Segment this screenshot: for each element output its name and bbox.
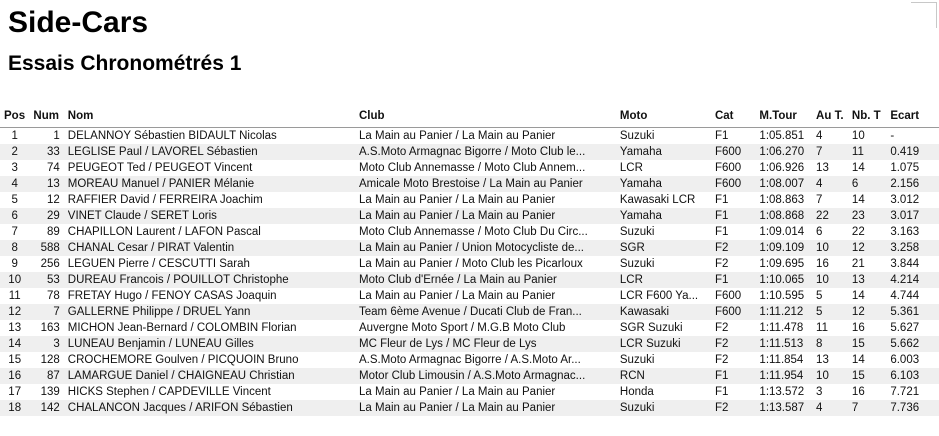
cell-num: 256 bbox=[40, 258, 60, 270]
cell-aut: 13 bbox=[816, 162, 829, 174]
cell-nbt: 14 bbox=[851, 354, 865, 366]
cell-aut: 10 bbox=[812, 368, 848, 384]
cell-moto: LCR Suzuki bbox=[616, 336, 711, 352]
column-header-nbt: Nb. T bbox=[848, 110, 886, 128]
table-row bbox=[0, 256, 939, 272]
table-header-row bbox=[0, 110, 939, 128]
cell-moto: LCR F600 Ya... bbox=[619, 290, 699, 302]
cell-club: A.S.Moto Armagnac Bigorre / A.S.Moto Ar... bbox=[359, 354, 581, 366]
cell-aut: 22 bbox=[812, 208, 848, 224]
cell-pos: 2 bbox=[0, 144, 29, 160]
cell-aut: 10 bbox=[812, 272, 848, 288]
cell-nom: CHANAL Cesar / PIRAT Valentin bbox=[64, 240, 355, 256]
cell-ecart: 2.156 bbox=[886, 176, 939, 192]
cell-cat: F2 bbox=[711, 336, 755, 352]
cell-aut: 5 bbox=[812, 304, 848, 320]
cell-tour: 1:09.109 bbox=[755, 240, 812, 256]
column-header-mtour: M.Tour bbox=[755, 110, 812, 128]
cell-nom: LAMARGUE Daniel / CHAIGNEAU Christian bbox=[64, 368, 355, 384]
cell-tour: 1:11.513 bbox=[755, 336, 812, 352]
cell-num: 588 bbox=[29, 240, 63, 256]
cell-num: 33 bbox=[29, 144, 63, 160]
table-row bbox=[0, 304, 939, 320]
cell-ecart: 5.662 bbox=[886, 336, 939, 352]
cell-num: 12 bbox=[46, 194, 60, 206]
cell-nom: CROCHEMORE Goulven / PICQUOIN Bruno bbox=[67, 354, 299, 366]
cell-moto: LCR bbox=[619, 162, 643, 174]
cell-num: 163 bbox=[40, 322, 60, 334]
cell-pos: 16 bbox=[0, 368, 29, 384]
cell-aut: 3 bbox=[816, 386, 823, 398]
cell-cat: F600 bbox=[714, 290, 742, 302]
cell-nbt: 15 bbox=[848, 368, 886, 384]
cell-nom: FRETAY Hugo / FENOY CASAS Joaquin bbox=[67, 290, 277, 302]
cell-num: 1 bbox=[53, 130, 60, 142]
cell-num: 142 bbox=[29, 400, 63, 416]
cell-moto: RCN bbox=[616, 368, 711, 384]
cell-cat: F600 bbox=[711, 144, 755, 160]
cell-club: La Main au Panier / Moto Club les Picarloux bbox=[359, 258, 583, 270]
cell-cat: F1 bbox=[714, 226, 729, 238]
table-row bbox=[0, 320, 939, 336]
cell-nbt: 14 bbox=[851, 194, 865, 206]
cell-aut: 5 bbox=[816, 290, 823, 302]
cell-cat: F1 bbox=[711, 272, 755, 288]
cell-moto: Kawasaki LCR bbox=[619, 194, 696, 206]
cell-moto: SGR bbox=[616, 240, 711, 256]
cell-club: La Main au Panier / La Main au Panier bbox=[359, 130, 556, 142]
table-row bbox=[0, 272, 939, 288]
cell-club: Moto Club Annemasse / Moto Club Du Circ... bbox=[359, 226, 588, 238]
cell-club: La Main au Panier / La Main au Panier bbox=[355, 208, 616, 224]
cell-num: 139 bbox=[40, 386, 60, 398]
table-row bbox=[0, 336, 939, 352]
cell-num: 89 bbox=[46, 226, 60, 238]
cell-cat: F2 bbox=[711, 400, 755, 416]
table-row bbox=[0, 352, 939, 368]
cell-club: Moto Club d'Ernée / La Main au Panier bbox=[355, 272, 616, 288]
column-header-aut: Au T. bbox=[812, 110, 848, 128]
cell-moto: Yamaha bbox=[616, 176, 711, 192]
cell-tour: 1:05.851 bbox=[759, 130, 805, 142]
cell-tour: 1:08.868 bbox=[755, 208, 812, 224]
cell-nom: LEGUEN Pierre / CESCUTTI Sarah bbox=[67, 258, 250, 270]
cell-aut: 4 bbox=[812, 176, 848, 192]
cell-club: A.S.Moto Armagnac Bigorre / Moto Club le... bbox=[355, 144, 616, 160]
cell-pos: 15 bbox=[8, 354, 22, 366]
cell-nom: RAFFIER David / FERREIRA Joachim bbox=[67, 194, 263, 206]
cell-tour: 1:11.854 bbox=[759, 354, 804, 366]
cell-num: 13 bbox=[29, 176, 63, 192]
table-row bbox=[0, 208, 939, 224]
cell-pos: 11 bbox=[8, 290, 21, 302]
cell-ecart: 4.744 bbox=[890, 290, 920, 302]
cell-ecart: 1.075 bbox=[890, 162, 920, 174]
cell-cat: F1 bbox=[714, 194, 729, 206]
cell-pos: 7 bbox=[11, 226, 18, 238]
cell-moto: Yamaha bbox=[616, 208, 711, 224]
cell-club: Motor Club Limousin / A.S.Moto Armagnac... bbox=[355, 368, 616, 384]
cell-nbt: 6 bbox=[848, 176, 886, 192]
cell-cat: F2 bbox=[714, 322, 729, 334]
cell-pos: 18 bbox=[0, 400, 29, 416]
cell-ecart: 3.163 bbox=[890, 226, 920, 238]
cell-nom: LEGLISE Paul / LAVOREL Sébastien bbox=[64, 144, 355, 160]
table-row bbox=[0, 400, 939, 416]
cell-moto: Suzuki bbox=[619, 130, 655, 142]
cell-nom: DELANNOY Sébastien BIDAULT Nicolas bbox=[67, 130, 277, 142]
cell-cat: F2 bbox=[714, 354, 729, 366]
cell-nom: CHALANCON Jacques / ARIFON Sébastien bbox=[64, 400, 355, 416]
cell-ecart: 3.012 bbox=[890, 194, 920, 206]
page-subtitle: Essais Chronométrés 1 bbox=[8, 52, 242, 75]
cell-moto: Suzuki bbox=[619, 226, 655, 238]
cell-nbt: 13 bbox=[848, 272, 886, 288]
cell-nbt: 12 bbox=[848, 240, 886, 256]
cell-nbt: 23 bbox=[848, 208, 886, 224]
cell-cat: F1 bbox=[714, 386, 729, 398]
cell-moto: Suzuki bbox=[619, 258, 655, 270]
cell-nbt: 12 bbox=[848, 304, 886, 320]
cell-aut: 7 bbox=[812, 144, 848, 160]
cell-pos: 17 bbox=[8, 386, 22, 398]
cell-moto: Suzuki bbox=[616, 400, 711, 416]
cell-tour: 1:09.014 bbox=[759, 226, 805, 238]
cell-ecart: - bbox=[890, 130, 895, 142]
table-header bbox=[0, 110, 939, 128]
cell-ecart: 6.003 bbox=[890, 354, 920, 366]
cell-num: 7 bbox=[29, 304, 63, 320]
table-row bbox=[0, 240, 939, 256]
cell-aut: 6 bbox=[816, 226, 823, 238]
cell-nbt: 11 bbox=[848, 144, 886, 160]
cell-tour: 1:13.587 bbox=[755, 400, 812, 416]
cell-ecart: 4.214 bbox=[886, 272, 939, 288]
cell-cat: F2 bbox=[711, 240, 755, 256]
cell-nom: DUREAU Francois / POUILLOT Christophe bbox=[64, 272, 355, 288]
cell-num: 87 bbox=[29, 368, 63, 384]
cell-pos: 6 bbox=[0, 208, 29, 224]
cell-num: 78 bbox=[46, 290, 60, 302]
table-row bbox=[0, 384, 939, 400]
table-row bbox=[0, 176, 939, 192]
page-title: Side-Cars bbox=[8, 6, 149, 39]
cell-nom: HICKS Stephen / CAPDEVILLE Vincent bbox=[67, 386, 271, 398]
cell-nbt: 10 bbox=[851, 130, 865, 142]
column-header-club: Club bbox=[355, 110, 616, 128]
cell-moto: Honda bbox=[619, 386, 654, 398]
cell-ecart: 3.017 bbox=[886, 208, 939, 224]
column-header-ecart: Ecart bbox=[886, 110, 939, 128]
cell-nom: MOREAU Manuel / PANIER Mélanie bbox=[64, 176, 355, 192]
cell-num: 3 bbox=[29, 336, 63, 352]
cell-club: La Main au Panier / La Main au Panier bbox=[355, 400, 616, 416]
table-row bbox=[0, 160, 939, 176]
cell-nom: MICHON Jean-Bernard / COLOMBIN Florian bbox=[67, 322, 297, 334]
cell-tour: 1:11.212 bbox=[755, 304, 812, 320]
cell-nom: PEUGEOT Ted / PEUGEOT Vincent bbox=[67, 162, 253, 174]
cell-moto: Suzuki bbox=[619, 354, 655, 366]
cell-club: Auvergne Moto Sport / M.G.B Moto Club bbox=[359, 322, 566, 334]
cell-ecart: 5.627 bbox=[890, 322, 920, 334]
cell-tour: 1:13.572 bbox=[759, 386, 805, 398]
cell-tour: 1:10.065 bbox=[755, 272, 812, 288]
cell-nbt: 16 bbox=[851, 322, 865, 334]
table-row bbox=[0, 224, 939, 240]
cell-cat: F600 bbox=[711, 176, 755, 192]
results-table bbox=[0, 110, 939, 416]
cell-cat: F1 bbox=[714, 130, 729, 142]
cell-ecart: 5.361 bbox=[886, 304, 939, 320]
cell-aut: 10 bbox=[812, 240, 848, 256]
cell-num: 29 bbox=[29, 208, 63, 224]
cell-nbt: 7 bbox=[848, 400, 886, 416]
cell-nbt: 21 bbox=[851, 258, 865, 270]
cell-cat: F600 bbox=[711, 304, 755, 320]
cell-pos: 3 bbox=[11, 162, 18, 174]
cell-aut: 13 bbox=[816, 354, 829, 366]
cell-club: Moto Club Annemasse / Moto Club Annem... bbox=[359, 162, 586, 174]
cell-tour: 1:11.478 bbox=[759, 322, 804, 334]
cell-cat: F1 bbox=[711, 208, 755, 224]
cell-pos: 14 bbox=[0, 336, 29, 352]
table-row bbox=[0, 144, 939, 160]
cell-tour: 1:06.270 bbox=[755, 144, 812, 160]
cell-club: La Main au Panier / Union Motocycliste de... bbox=[355, 240, 616, 256]
cell-tour: 1:09.695 bbox=[759, 258, 805, 270]
cell-club: La Main au Panier / La Main au Panier bbox=[359, 194, 556, 206]
cell-pos: 8 bbox=[0, 240, 29, 256]
cell-moto: SGR Suzuki bbox=[619, 322, 683, 334]
cell-pos: 10 bbox=[0, 272, 29, 288]
cell-ecart: 3.844 bbox=[890, 258, 920, 270]
table-row bbox=[0, 128, 939, 145]
column-header-num: Num bbox=[29, 110, 63, 128]
cell-aut: 11 bbox=[816, 322, 828, 334]
cell-club: Amicale Moto Brestoise / La Main au Panier bbox=[355, 176, 616, 192]
cell-club: La Main au Panier / La Main au Panier bbox=[359, 386, 556, 398]
cell-moto: Yamaha bbox=[616, 144, 711, 160]
cell-club: Team 6ème Avenue / Ducati Club de Fran... bbox=[355, 304, 616, 320]
cell-nom: LUNEAU Benjamin / LUNEAU Gilles bbox=[64, 336, 355, 352]
cell-ecart: 7.736 bbox=[886, 400, 939, 416]
cell-num: 128 bbox=[40, 354, 60, 366]
cell-club: MC Fleur de Lys / MC Fleur de Lys bbox=[355, 336, 616, 352]
cell-pos: 4 bbox=[0, 176, 29, 192]
cell-nbt: 22 bbox=[851, 226, 865, 238]
column-header-pos: Pos bbox=[0, 110, 29, 128]
cell-nbt: 15 bbox=[848, 336, 886, 352]
column-header-moto: Moto bbox=[616, 110, 711, 128]
cell-pos: 12 bbox=[0, 304, 29, 320]
cell-aut: 7 bbox=[816, 194, 823, 206]
table-row bbox=[0, 368, 939, 384]
cell-nbt: 16 bbox=[851, 386, 865, 398]
cell-pos: 13 bbox=[8, 322, 22, 334]
cell-aut: 8 bbox=[812, 336, 848, 352]
cell-tour: 1:11.954 bbox=[755, 368, 812, 384]
corner-decoration bbox=[911, 2, 937, 28]
cell-num: 53 bbox=[29, 272, 63, 288]
cell-ecart: 3.258 bbox=[886, 240, 939, 256]
cell-nom: GALLERNE Philippe / DRUEL Yann bbox=[64, 304, 355, 320]
cell-tour: 1:08.007 bbox=[755, 176, 812, 192]
cell-cat: F600 bbox=[714, 162, 742, 174]
cell-ecart: 6.103 bbox=[886, 368, 939, 384]
cell-pos: 5 bbox=[11, 194, 18, 206]
cell-tour: 1:10.595 bbox=[759, 290, 805, 302]
cell-num: 74 bbox=[46, 162, 60, 174]
cell-nbt: 14 bbox=[851, 162, 865, 174]
cell-moto: LCR bbox=[616, 272, 711, 288]
table-row bbox=[0, 192, 939, 208]
cell-ecart: 0.419 bbox=[886, 144, 939, 160]
cell-cat: F1 bbox=[711, 368, 755, 384]
column-header-cat: Cat bbox=[711, 110, 755, 128]
cell-pos: 9 bbox=[11, 258, 18, 270]
cell-aut: 4 bbox=[816, 130, 823, 142]
cell-tour: 1:06.926 bbox=[759, 162, 805, 174]
cell-pos: 1 bbox=[11, 130, 18, 142]
cell-cat: F2 bbox=[714, 258, 729, 270]
cell-nom: VINET Claude / SERET Loris bbox=[64, 208, 355, 224]
cell-nom: CHAPILLON Laurent / LAFON Pascal bbox=[67, 226, 261, 238]
table-body bbox=[0, 128, 939, 417]
cell-ecart: 7.721 bbox=[890, 386, 920, 398]
column-header-nom: Nom bbox=[64, 110, 355, 128]
cell-aut: 4 bbox=[812, 400, 848, 416]
table-row bbox=[0, 288, 939, 304]
cell-aut: 16 bbox=[816, 258, 829, 270]
cell-moto: Kawasaki bbox=[616, 304, 711, 320]
cell-nbt: 14 bbox=[851, 290, 865, 302]
cell-club: La Main au Panier / La Main au Panier bbox=[359, 290, 556, 302]
cell-tour: 1:08.863 bbox=[759, 194, 805, 206]
